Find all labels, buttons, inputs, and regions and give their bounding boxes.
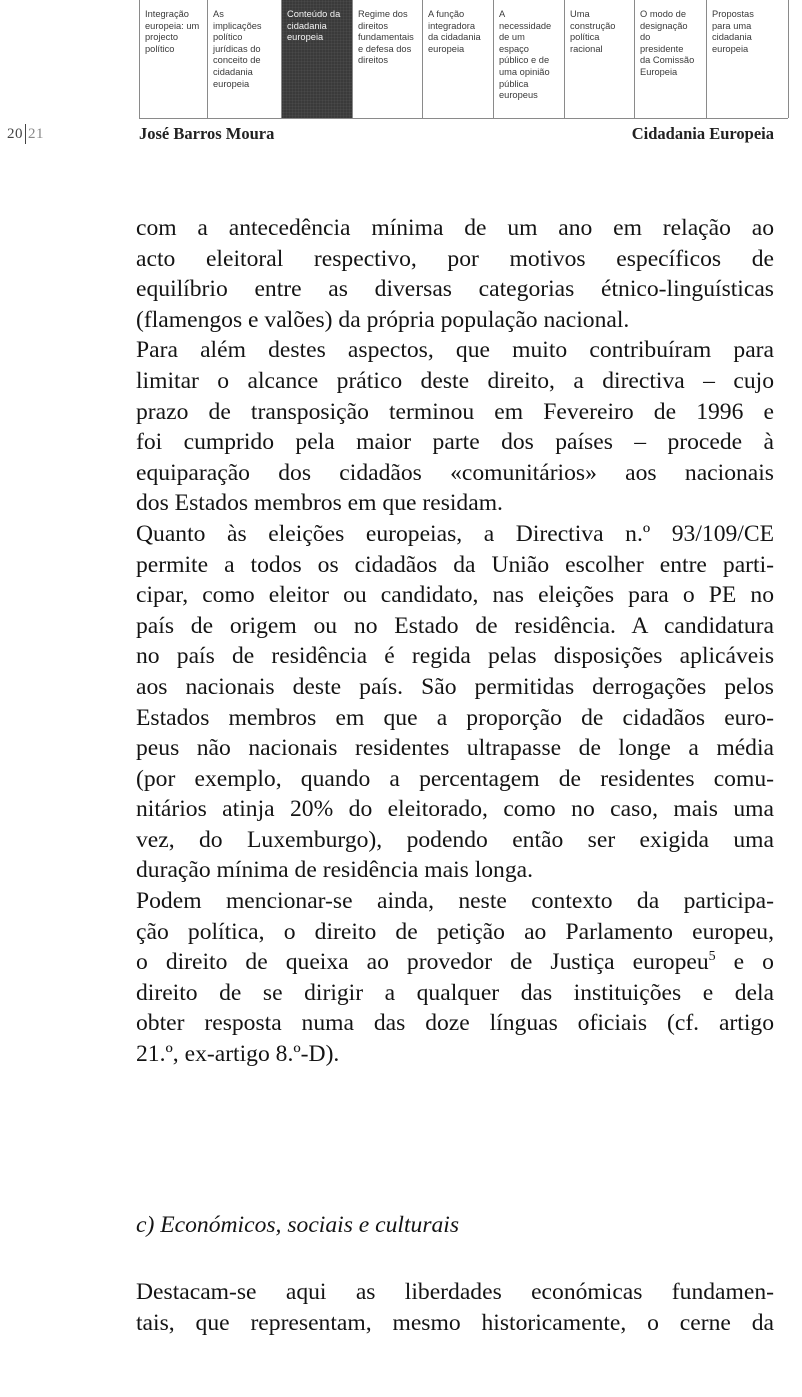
text-line: equiparação dos cidadãos «comunitários» aos nacionais <box>136 459 774 486</box>
text-line: nitários atinja 20% do eleitorado, como no caso, mais uma <box>136 796 774 823</box>
text-line: tais, que representam, mesmo historicamente, o cerne da <box>136 1309 774 1336</box>
text-segment: o direito de queixa ao provedor de Justiça europeu <box>136 949 709 976</box>
text-line: foi cumprido pela maior parte dos países – procede à <box>136 429 774 456</box>
paragraph-5 <box>136 1277 774 1338</box>
nav-cell[interactable]: A função integradora da cidadania europeia <box>423 0 494 118</box>
nav-cell[interactable]: O modo de designação do presidente da Comissão Europeia <box>635 0 707 118</box>
nav-cell[interactable]: Uma construção política racional <box>565 0 635 118</box>
nav-bottom-rule <box>139 118 788 119</box>
footnote-reference[interactable]: 5 <box>708 949 716 965</box>
text-line: (por exemplo, quando a percentagem de residentes comu- <box>136 765 774 792</box>
text-line: dos Estados membros em que residam. <box>136 490 503 517</box>
running-title: Cidadania Europeia <box>631 124 774 143</box>
nav-cell[interactable]: As implicações político jurídicas do conceito de cidadania europeia <box>208 0 282 118</box>
page-number-right: 21 <box>28 125 44 142</box>
page-number-left: 20 <box>7 125 23 142</box>
text-line-with-footnote <box>136 947 774 978</box>
text-line: Quanto às eleições europeias, a Directiva n.º 93/109/CE <box>136 520 774 547</box>
text-line: cipar, como eleitor ou candidato, nas eleições para o PE no <box>136 582 774 609</box>
text-line: Podem mencionar-se ainda, neste contexto da participa- <box>136 888 774 915</box>
text-line: Estados membros em que a proporção de cidadãos euro- <box>136 704 774 731</box>
text-line: 21.º, ex-artigo 8.º-D). <box>136 1041 340 1068</box>
text-line: (flamengos e valões) da própria população nacional. <box>136 306 630 333</box>
text-line: peus não nacionais residentes ultrapasse de longe a média <box>136 735 774 762</box>
nav-cell[interactable]: Regime dos direitos fundamentais e defesa dos direitos <box>353 0 423 118</box>
text-line: limitar o alcance prático deste direito, a directiva – cujo <box>136 367 774 394</box>
text-line: acto eleitoral respectivo, por motivos específicos de <box>136 245 774 272</box>
body-text-continued <box>136 1277 774 1338</box>
text-segment: e o <box>715 949 774 976</box>
nav-cell[interactable]: A necessidade de um espaço público e de uma opinião pública europeus <box>494 0 565 118</box>
paragraph-4 <box>136 886 774 1070</box>
body-text <box>136 213 774 1070</box>
text-line: permite a todos os cidadãos da União escolher entre parti- <box>136 551 774 578</box>
nav-cell[interactable]: Integração europeia: um projecto político <box>140 0 208 118</box>
text-line: direito de se dirigir a qualquer das instituições e dela <box>136 979 774 1006</box>
paragraph-3 <box>136 519 774 886</box>
text-line: com a antecedência mínima de um ano em relação ao <box>136 215 774 241</box>
author-name: José Barros Moura <box>139 124 275 143</box>
paragraph-1 <box>136 213 774 335</box>
nav-cell[interactable]: Conteúdo da cidadania europeia <box>282 0 353 118</box>
page-number <box>7 124 44 144</box>
text-line: no país de residência é regida pelas disposições aplicáveis <box>136 643 774 670</box>
text-line: Para além destes aspectos, que muito contribuíram para <box>136 337 774 364</box>
paragraph-2 <box>136 335 774 519</box>
text-line: país de origem ou no Estado de residência. A candidatura <box>136 612 774 639</box>
text-line: aos nacionais deste país. São permitidas derrogações pelos <box>136 673 774 700</box>
text-line: prazo de transposição terminou em Fevereiro de 1996 e <box>136 398 774 425</box>
section-heading: c) Económicos, sociais e culturais <box>136 1212 460 1238</box>
text-line: vez, do Luxemburgo), podendo então ser exigida uma <box>136 826 774 853</box>
text-line: Destacam-se aqui as liberdades económicas fundamen- <box>136 1279 774 1305</box>
text-line: duração mínima de residência mais longa. <box>136 857 534 884</box>
chapter-nav-table <box>139 0 789 118</box>
page-number-divider <box>25 124 26 144</box>
text-line: equilíbrio entre as diversas categorias étnico-linguísticas <box>136 276 774 303</box>
text-line: ção política, o direito de petição ao Parlamento europeu, <box>136 918 774 945</box>
nav-cell[interactable]: Propostas para uma cidadania europeia <box>707 0 789 118</box>
text-line: obter resposta numa das doze línguas oficiais (cf. artigo <box>136 1010 774 1037</box>
